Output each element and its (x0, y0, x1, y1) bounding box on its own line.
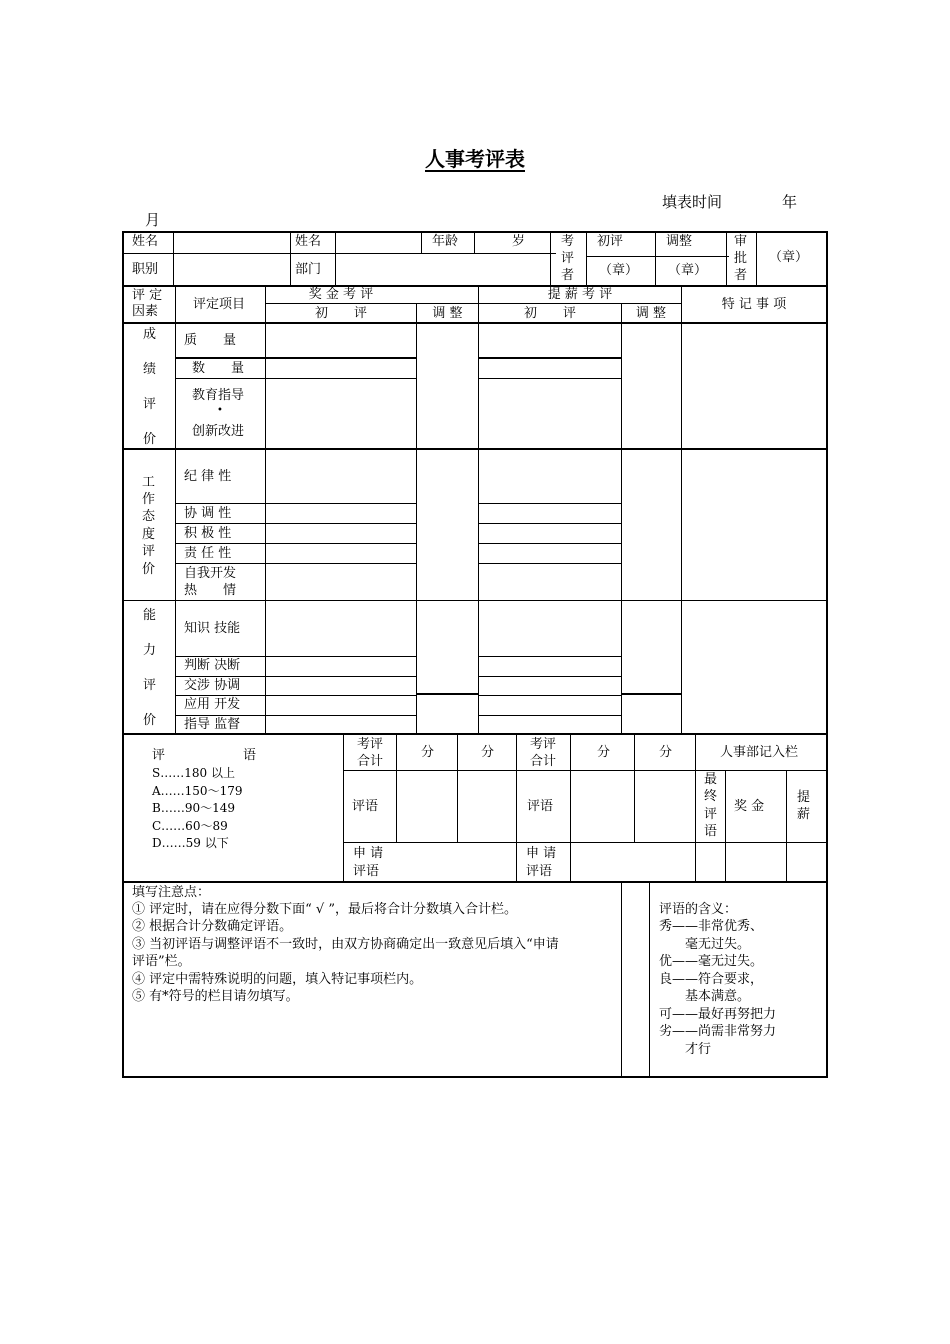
age-label: 年龄 (432, 234, 459, 249)
final-raise-label-1: 提 (797, 790, 811, 805)
section-attitude-3: 态 (142, 509, 156, 524)
item-self-dev-1: 自我开发 (184, 566, 237, 581)
hr-entry-label: 人事部记入栏 (720, 745, 799, 760)
adjust-eval-label: 调整 (666, 234, 693, 249)
section-ability-2: 力 (143, 643, 157, 658)
section-attitude-4: 度 (142, 527, 156, 542)
raise-total-label-2: 合计 (530, 754, 557, 769)
item-education: 教育指导 (192, 388, 245, 403)
bonus-adjust-label: 调 整 (432, 306, 463, 321)
note-item: 评语”栏。 (132, 954, 191, 969)
bonus-apply-label-2: 评语 (353, 864, 380, 879)
raise-eval-label: 提 薪 考 评 (547, 287, 613, 302)
bonus-initial-points: 分 (421, 745, 435, 760)
initial-eval-label: 初评 (597, 234, 624, 249)
item-innovation: 创新改进 (192, 424, 245, 439)
evaluator-label-3: 者 (561, 268, 575, 283)
section-ability-4: 价 (143, 713, 157, 728)
bonus-apply-label-1: 申 请 (353, 846, 384, 861)
meaning-item: 才行 (659, 1042, 712, 1057)
factor-label-1: 评 定 (132, 288, 163, 303)
raise-apply-label-1: 申 请 (526, 846, 557, 861)
raise-total-label-1: 考评 (530, 737, 557, 752)
item-quality: 质 量 (184, 333, 237, 348)
position-label: 职别 (132, 262, 159, 277)
year-label: 年 (782, 193, 798, 211)
meaning-item: 秀——非常优秀、 (659, 919, 764, 934)
section-performance-2: 绩 (143, 362, 157, 377)
raise-comment-label: 评语 (527, 799, 554, 814)
section-performance-3: 评 (143, 397, 157, 412)
grade-scale-a: A……150～179 (152, 784, 243, 798)
grade-scale-s: S……180 以上 (152, 766, 235, 780)
item-coordination: 协 调 性 (184, 506, 232, 521)
age-unit: 岁 (512, 234, 526, 249)
final-label-3: 评 (704, 807, 718, 822)
final-label-4: 语 (704, 824, 718, 839)
final-raise-label-2: 薪 (797, 807, 811, 822)
note-item: ① 评定时，请在应得分数下面“ √ ”，最后将合计分数填入合计栏。 (132, 902, 517, 917)
meaning-title: 评语的含义： (659, 902, 738, 917)
section-ability-1: 能 (143, 608, 157, 623)
note-item: ② 根据合计分数确定评语。 (132, 919, 293, 934)
page-title: 人事考评表 (425, 147, 525, 171)
month-label: 月 (145, 211, 161, 229)
item-self-dev-2: 热 情 (184, 583, 237, 598)
seal-initial: （章） (599, 263, 639, 278)
grade-scale-b: B……90～149 (152, 801, 235, 815)
approver-label-2: 批 (734, 251, 748, 266)
fill-time-label: 填表时间 (662, 193, 723, 211)
item-negotiation: 交涉 协调 (184, 678, 241, 693)
item-knowledge: 知识 技能 (184, 621, 241, 636)
raise-adjust-points: 分 (659, 745, 673, 760)
meaning-item: 劣——尚需非常努力 (659, 1024, 777, 1039)
dept-label: 部门 (295, 262, 322, 277)
approver-label-3: 者 (734, 268, 748, 283)
name-label: 姓名 (132, 234, 159, 249)
section-performance-1: 成 (143, 327, 157, 342)
meaning-item: 良——符合要求， (659, 972, 764, 987)
grade-scale-d: D……59 以下 (152, 836, 229, 850)
bonus-comment-label: 评语 (352, 799, 379, 814)
section-attitude-5: 评 (142, 544, 156, 559)
seal-adjust: （章） (668, 263, 708, 278)
item-application: 应用 开发 (184, 697, 241, 712)
special-notes-label: 特 记 事 项 (721, 297, 787, 312)
meaning-item: 可——最好再努把力 (659, 1007, 777, 1022)
bonus-total-label-2: 合计 (357, 754, 384, 769)
approver-label-1: 审 (734, 234, 748, 249)
final-bonus-label: 奖 金 (734, 799, 765, 814)
grade-scale-c: C……60～89 (152, 819, 228, 833)
bonus-total-label-1: 考评 (357, 737, 384, 752)
item-responsibility: 责 任 性 (184, 546, 232, 561)
factor-label-2: 因素 (132, 304, 159, 319)
notes-title: 填写注意点： (132, 885, 211, 900)
raise-apply-label-2: 评语 (526, 864, 553, 879)
bonus-initial-label: 初 评 (314, 306, 367, 321)
grading-label: 评 语 (152, 748, 257, 763)
item-label: 评定项目 (193, 297, 246, 312)
section-attitude-1: 工 (142, 475, 156, 490)
raise-initial-label: 初 评 (523, 306, 576, 321)
bonus-adjust-points: 分 (481, 745, 495, 760)
seal-approver: （章） (769, 250, 809, 265)
evaluator-label-1: 考 (561, 234, 575, 249)
note-item: ⑤ 有*符号的栏目请勿填写。 (132, 989, 299, 1004)
bonus-eval-label: 奖 金 考 评 (308, 287, 374, 302)
raise-adjust-label: 调 整 (635, 306, 667, 321)
evaluator-label-2: 评 (561, 251, 575, 266)
final-label-1: 最 (704, 772, 718, 787)
name-label-2: 姓名 (295, 234, 322, 249)
note-item: ③ 当初评语与调整评语不一致时，由双方协商确定出一致意见后填入“申请 (132, 937, 559, 952)
item-quantity: 数 量 (192, 361, 245, 376)
meaning-item: 优——毫无过失。 (659, 954, 764, 969)
final-label-2: 终 (704, 789, 718, 804)
raise-initial-points: 分 (597, 745, 611, 760)
item-initiative: 积 极 性 (184, 526, 232, 541)
section-ability-3: 评 (143, 678, 157, 693)
item-bullet: • (217, 405, 223, 416)
section-attitude-6: 价 (142, 562, 156, 577)
meaning-item: 毫无过失。 (659, 937, 751, 952)
meaning-item: 基本满意。 (659, 989, 751, 1004)
note-item: ④ 评定中需特殊说明的问题，填入特记事项栏内。 (132, 972, 423, 987)
section-attitude-2: 作 (142, 492, 156, 507)
item-guidance: 指导 监督 (184, 717, 241, 732)
item-discipline: 纪 律 性 (184, 469, 232, 484)
section-performance-4: 价 (143, 432, 157, 447)
item-judgment: 判断 决断 (184, 658, 241, 673)
